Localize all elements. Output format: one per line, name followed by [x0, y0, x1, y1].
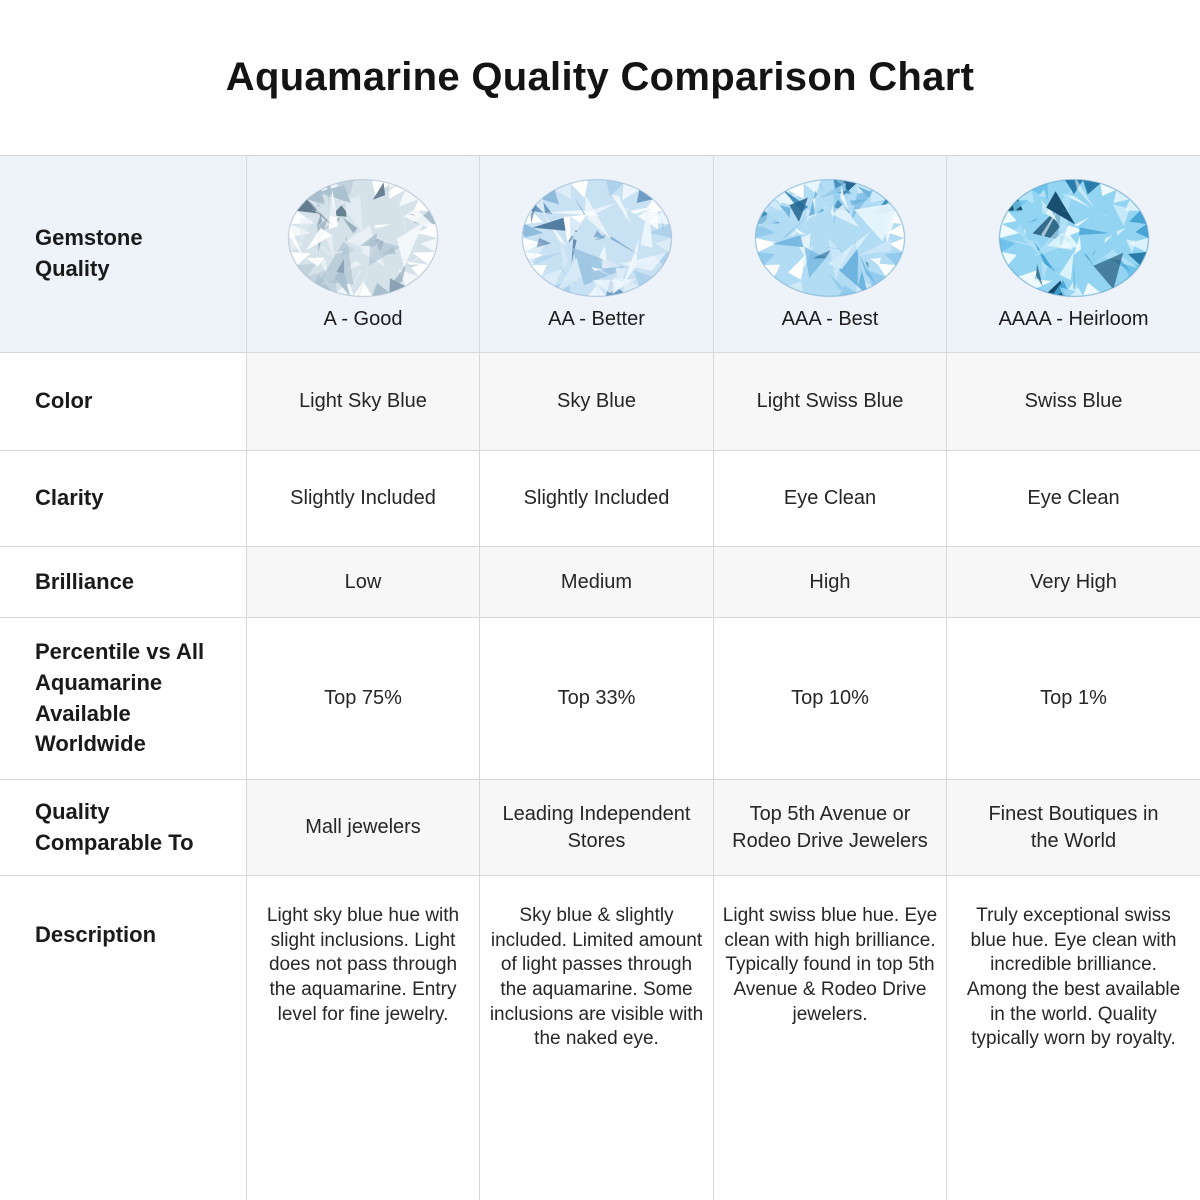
row-header-label: Gemstone Quality [35, 225, 143, 281]
aquamarine-gem-image-a [287, 178, 439, 298]
cell-color-a: Light Sky Blue [247, 353, 480, 451]
cell-color-aaaa: Swiss Blue [947, 353, 1200, 451]
cell-brilliance-a: Low [247, 547, 480, 618]
gem-cell-aa [480, 156, 714, 353]
row-header-comparable: Quality Comparable To [0, 780, 247, 876]
gem-grade-label: A - Good [323, 307, 403, 330]
aquamarine-gem-image-aaa [754, 178, 906, 298]
cell-clarity-aaa: Eye Clean [714, 451, 947, 547]
cell-clarity-a: Slightly Included [247, 451, 480, 547]
cell-percentile-aaaa: Top 1% [947, 618, 1200, 780]
cell-brilliance-aaaa: Very High [947, 547, 1200, 618]
cell-comparable-aaaa: Finest Boutiques in the World [947, 780, 1200, 876]
cell-brilliance-aa: Medium [480, 547, 714, 618]
gem-cell-aaa [714, 156, 947, 353]
gem-grade-label: AAAA - Heirloom [998, 307, 1149, 330]
row-header-gemstone-quality [0, 156, 247, 353]
cell-clarity-aaaa: Eye Clean [947, 451, 1200, 547]
cell-description-a: Light sky blue hue with slight inclusions. Light does not pass through the aquamarine. Entry level for fine jewelry. [247, 876, 480, 1200]
aquamarine-gem-image-aa [521, 178, 673, 298]
cell-comparable-a: Mall jewelers [247, 780, 480, 876]
gem-cell-a [247, 156, 480, 353]
row-header-brilliance: Brilliance [0, 547, 247, 618]
gem-grade-label: AA - Better [548, 307, 645, 330]
row-header-percentile: Percentile vs All Aquamarine Available Worldwide [0, 618, 247, 780]
comparison-table [0, 155, 1200, 1200]
cell-percentile-a: Top 75% [247, 618, 480, 780]
cell-comparable-aaa: Top 5th Avenue or Rodeo Drive Jewelers [714, 780, 947, 876]
cell-color-aaa: Light Swiss Blue [714, 353, 947, 451]
cell-percentile-aa: Top 33% [480, 618, 714, 780]
cell-color-aa: Sky Blue [480, 353, 714, 451]
page-title: Aquamarine Quality Comparison Chart [225, 55, 975, 99]
cell-clarity-aa: Slightly Included [480, 451, 714, 547]
cell-description-aaaa: Truly exceptional swiss blue hue. Eye clean with incredible brilliance. Among the best available in the world. Quality typically worn by royalty. [947, 876, 1200, 1200]
cell-description-aa: Sky blue & slightly included. Limited amount of light passes through the aquamarine. Some inclusions are visible with the naked eye. [480, 876, 714, 1200]
title-bar [0, 0, 1200, 155]
cell-description-aaa: Light swiss blue hue. Eye clean with high brilliance. Typically found in top 5th Avenue & Rodeo Drive jewelers. [714, 876, 947, 1200]
gem-cell-aaaa [947, 156, 1200, 353]
cell-percentile-aaa: Top 10% [714, 618, 947, 780]
row-header-color: Color [0, 353, 247, 451]
cell-comparable-aa: Leading Independent Stores [480, 780, 714, 876]
aquamarine-gem-image-aaaa [998, 178, 1150, 298]
cell-brilliance-aaa: High [714, 547, 947, 618]
row-header-description: Description [0, 876, 247, 1200]
row-header-clarity: Clarity [0, 451, 247, 547]
gem-grade-label: AAA - Best [781, 307, 879, 330]
